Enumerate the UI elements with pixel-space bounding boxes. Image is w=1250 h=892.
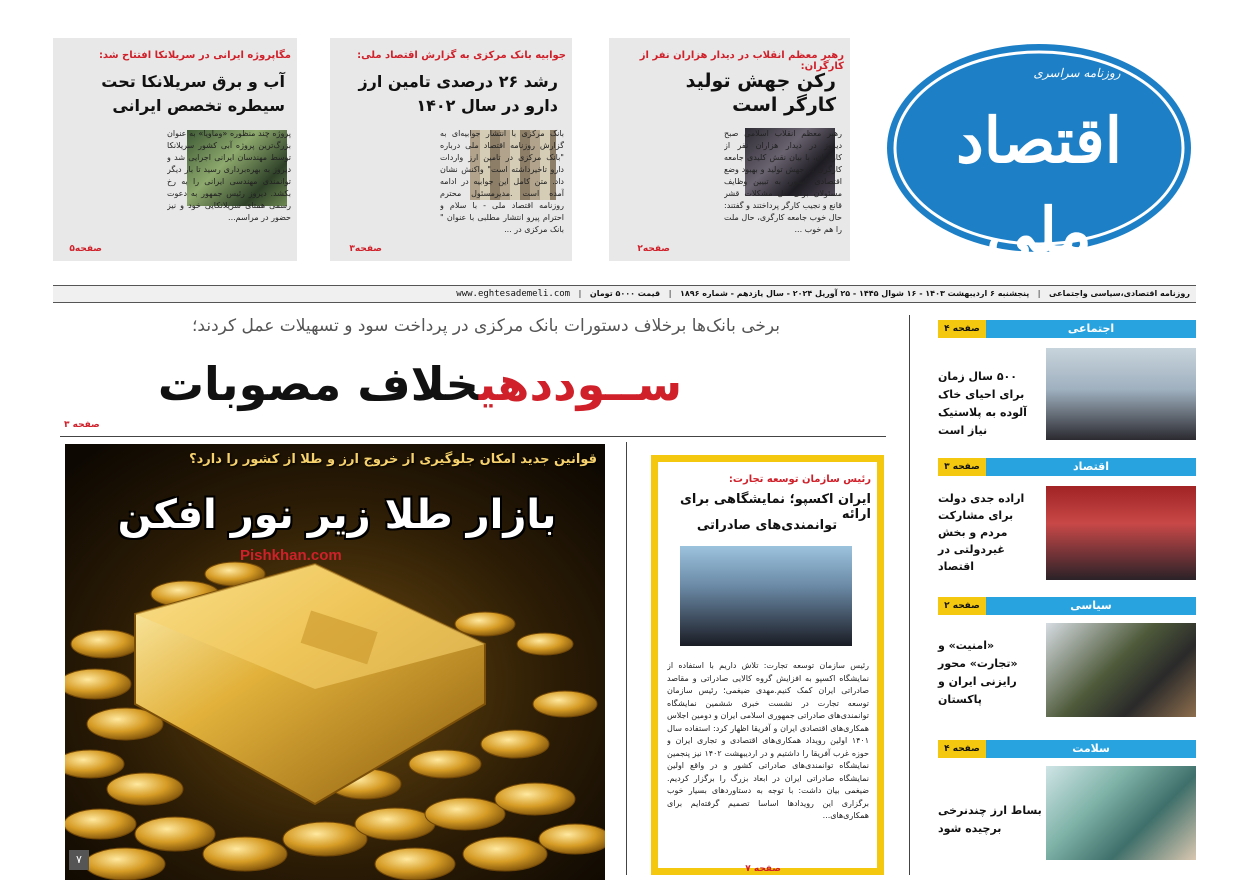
expo-story-kicker: رئیس سازمان توسعه تجارت: bbox=[728, 474, 871, 485]
sidebar-item-social[interactable] bbox=[938, 320, 1196, 444]
sidebar-item-economy[interactable] bbox=[938, 458, 1196, 582]
masthead-name: اقتصاد ملی bbox=[956, 104, 1122, 267]
top-story-1-body: رهبر معظم انقلاب اسلامی صبح دیروز در دیدار هزاران نفر از کارگران، با بیان نقش کلیدی جامعه کارگری در جهش تولید و بهبود وضع اقتصادی کشور، به تبیین وظایف مسئولان برای حل مشکلات قشر قانع و نجیب کارگر پرداختند و گفتند: حال خوب جامعه کارگری، حال ملت را هم خوب ... bbox=[724, 129, 842, 234]
top-story-3-kicker: مگاپروژه ایرانی در سریلانکا افتتاح شد: bbox=[98, 50, 291, 61]
gold-story-kicker: قوانین جدید امکان جلوگیری از خروج ارز و طلا از کشور را دارد؟ bbox=[189, 452, 597, 467]
expo-story-photo bbox=[680, 546, 852, 646]
sidebar-item-health-page: صفحه ۴ bbox=[938, 740, 986, 758]
sidebar-divider bbox=[909, 315, 910, 875]
sidebar-item-social-page: صفحه ۴ bbox=[938, 320, 986, 338]
sidebar-item-social-photo bbox=[1046, 348, 1196, 440]
sidebar-item-health-text: بساط ارز چندنرخی برچیده شود bbox=[938, 804, 1042, 835]
expo-story-headline-1: ایران اکسپو؛ نمایشگاهی برای ارائه bbox=[680, 492, 871, 522]
sidebar-item-economy-photo bbox=[1046, 486, 1196, 580]
sidebar-item-health-photo bbox=[1046, 766, 1196, 860]
expo-story-body: رئیس سازمان توسعه تجارت: تلاش داریم با استفاده از نمایشگاه اکسپو به افزایش گروه کالایی صادراتی و مقاصد صادراتی ایران کمک کنیم.مهدی ضیغمی؛ رئیس سازمان توسعه تجارت در نشست خبری ششمین نمایشگاه توانمندی‌های صادراتی جمهوری اسلامی ایران و دومین اجلاس همکاری‌های اقتصادی ایران و آفریقا اظهار کرد: استفاده سال ۱۴۰۱ اولین رویداد همکاری‌های اقتصادی و تجاری ایران و حوزه غرب آفریقا را داشتیم و در اردیبهشت ۱۴۰۲ نیز پنجمین نمایشگاه توانمندی‌های صادراتی کشور و در واقع اولین نمایشگاه صادراتی ایران در ابعاد بزرگ را برگزار کردیم. ضیغمی بیان داشت: با توجه به دستاوردهای بسیار خوب برگزاری این رویدادها اساسا تصمیم گرفته‌ایم برای همکاری‌های... bbox=[667, 661, 869, 820]
top-story-3-headline-2: سیطره تخصص ایرانی bbox=[112, 96, 285, 115]
info-bar: روزنامه اقتصادی،سیاسی واجتماعی | پنجشنبه ۶ اردیبهشت ۱۴۰۳ - ۱۶ شوال ۱۴۴۵ - ۲۵ آوریل ۲۰۲۴ - سال یازدهم - شماره ۱۸۹۶ | قیمت ۵۰۰۰ تومان | www.eghtesademeli.com bbox=[53, 285, 1196, 303]
top-story-2[interactable] bbox=[330, 38, 572, 261]
top-story-2-kicker: جوابیه بانک مرکزی به گزارش اقتصاد ملی: bbox=[357, 50, 566, 61]
sidebar-item-health[interactable] bbox=[938, 740, 1196, 864]
sidebar-item-economy-page: صفحه ۳ bbox=[938, 458, 986, 476]
gold-story-page-num: ۷ bbox=[69, 850, 89, 870]
top-story-3-body: پروژه چند منظوره «وماویا» به عنوان بزرگ‌ترین پروژه آبی کشور سریلانکا توسط مهندسان ایرانی اجرایی شد و دیروز به بهره‌برداری رسید تا بار دیگر توانمندی مهندسی ایرانی را به رخ بکشد. دیروز رئیس جمهور به دعوت رسمی همتای سریلانکایی خود و نیز حضور در مراسم... bbox=[167, 129, 291, 222]
main-story[interactable] bbox=[60, 310, 890, 436]
top-story-1[interactable] bbox=[609, 38, 850, 261]
info-bar-type: روزنامه اقتصادی،سیاسی واجتماعی bbox=[1049, 289, 1190, 298]
top-story-1-headline-1: رکن جهش تولید bbox=[685, 70, 836, 92]
expo-story[interactable] bbox=[651, 455, 884, 875]
sidebar-item-politics[interactable] bbox=[938, 597, 1196, 721]
expo-story-headline-2: توانمندی‌های صادراتی bbox=[696, 518, 838, 533]
sidebar-item-politics-section: سیاسی bbox=[986, 597, 1196, 615]
top-story-2-page: صفحه۳ bbox=[349, 244, 382, 254]
main-divider bbox=[60, 436, 886, 437]
top-story-3[interactable] bbox=[53, 38, 297, 261]
top-story-2-body: بانک مرکزی با انتشار جوابیه‌ای به گزارش روزنامه اقتصاد ملی درباره "بانک مرکزی در تامین ارز واردات دارو تاخیرداشته است" واکنش نشان داد. متن کامل این جوابیه در ادامه آمده است .مدیرمسئول محترم روزنامه اقتصاد ملی - با سلام و احترام پیرو انتشار مطلبی با عنوان " بانک مرکزی در ... bbox=[440, 129, 564, 234]
expo-story-page: صفحه ۷ bbox=[745, 864, 781, 874]
gold-story[interactable] bbox=[65, 444, 605, 880]
top-story-2-headline-1: رشد ۲۶ درصدی تامین ارز bbox=[358, 72, 558, 91]
masthead bbox=[882, 38, 1196, 267]
column-divider bbox=[626, 442, 627, 875]
main-story-kicker: برخی بانک‌ها برخلاف دستورات بانک مرکزی در پرداخت سود و تسهیلات عمل کردند؛ bbox=[192, 316, 780, 336]
sidebar-item-politics-text: «امنیت» و «تجارت» محور رایزنی ایران و پاکستان bbox=[938, 639, 1018, 706]
main-story-page: صفحه ۳ bbox=[64, 420, 100, 430]
sidebar-item-social-text: ۵۰۰ سال زمان برای احیای خاک آلوده به پلاستیک نیاز است bbox=[938, 370, 1027, 437]
sidebar-item-economy-section: اقتصاد bbox=[986, 458, 1196, 476]
top-story-1-kicker: رهبر معظم انقلاب در دیدار هزاران نفر از کارگران: bbox=[639, 50, 844, 72]
masthead-tagline: روزنامه سراسری bbox=[1033, 66, 1121, 80]
top-story-3-headline-1: آب و برق سریلانکا تحت bbox=[101, 72, 285, 91]
main-story-headline bbox=[100, 350, 740, 418]
info-bar-date: پنجشنبه ۶ اردیبهشت ۱۴۰۳ - ۱۶ شوال ۱۴۴۵ - ۲۵ آوریل ۲۰۲۴ - سال یازدهم - شماره ۱۸۹۶ bbox=[679, 289, 1030, 298]
top-story-1-page: صفحه۲ bbox=[637, 244, 670, 254]
gold-story-headline: بازار طلا زیر نور افکن bbox=[117, 492, 557, 538]
top-story-2-headline-2: دارو در سال ۱۴۰۲ bbox=[416, 96, 558, 115]
info-bar-price: قیمت ۵۰۰۰ تومان bbox=[589, 289, 661, 298]
top-story-1-headline-2: کارگر است bbox=[732, 94, 836, 116]
sidebar-item-social-section: اجتماعی bbox=[986, 320, 1196, 338]
sidebar-item-health-section: سلامت bbox=[986, 740, 1196, 758]
gold-story-watermark: Pishkhan.com bbox=[240, 547, 342, 564]
sidebar-item-politics-photo bbox=[1046, 623, 1196, 717]
main-story-headline-red: ســوددهی bbox=[478, 357, 683, 411]
sidebar-item-economy-text: اراده جدی دولت برای مشارکت مردم و بخش غیردولتی در اقتصاد bbox=[938, 492, 1025, 573]
main-story-headline-black: خلاف مصوبات bbox=[157, 357, 479, 411]
info-bar-website[interactable]: www.eghtesademeli.com bbox=[456, 289, 571, 299]
top-story-3-page: صفحه۵ bbox=[69, 244, 102, 254]
sidebar-item-politics-page: صفحه ۲ bbox=[938, 597, 986, 615]
